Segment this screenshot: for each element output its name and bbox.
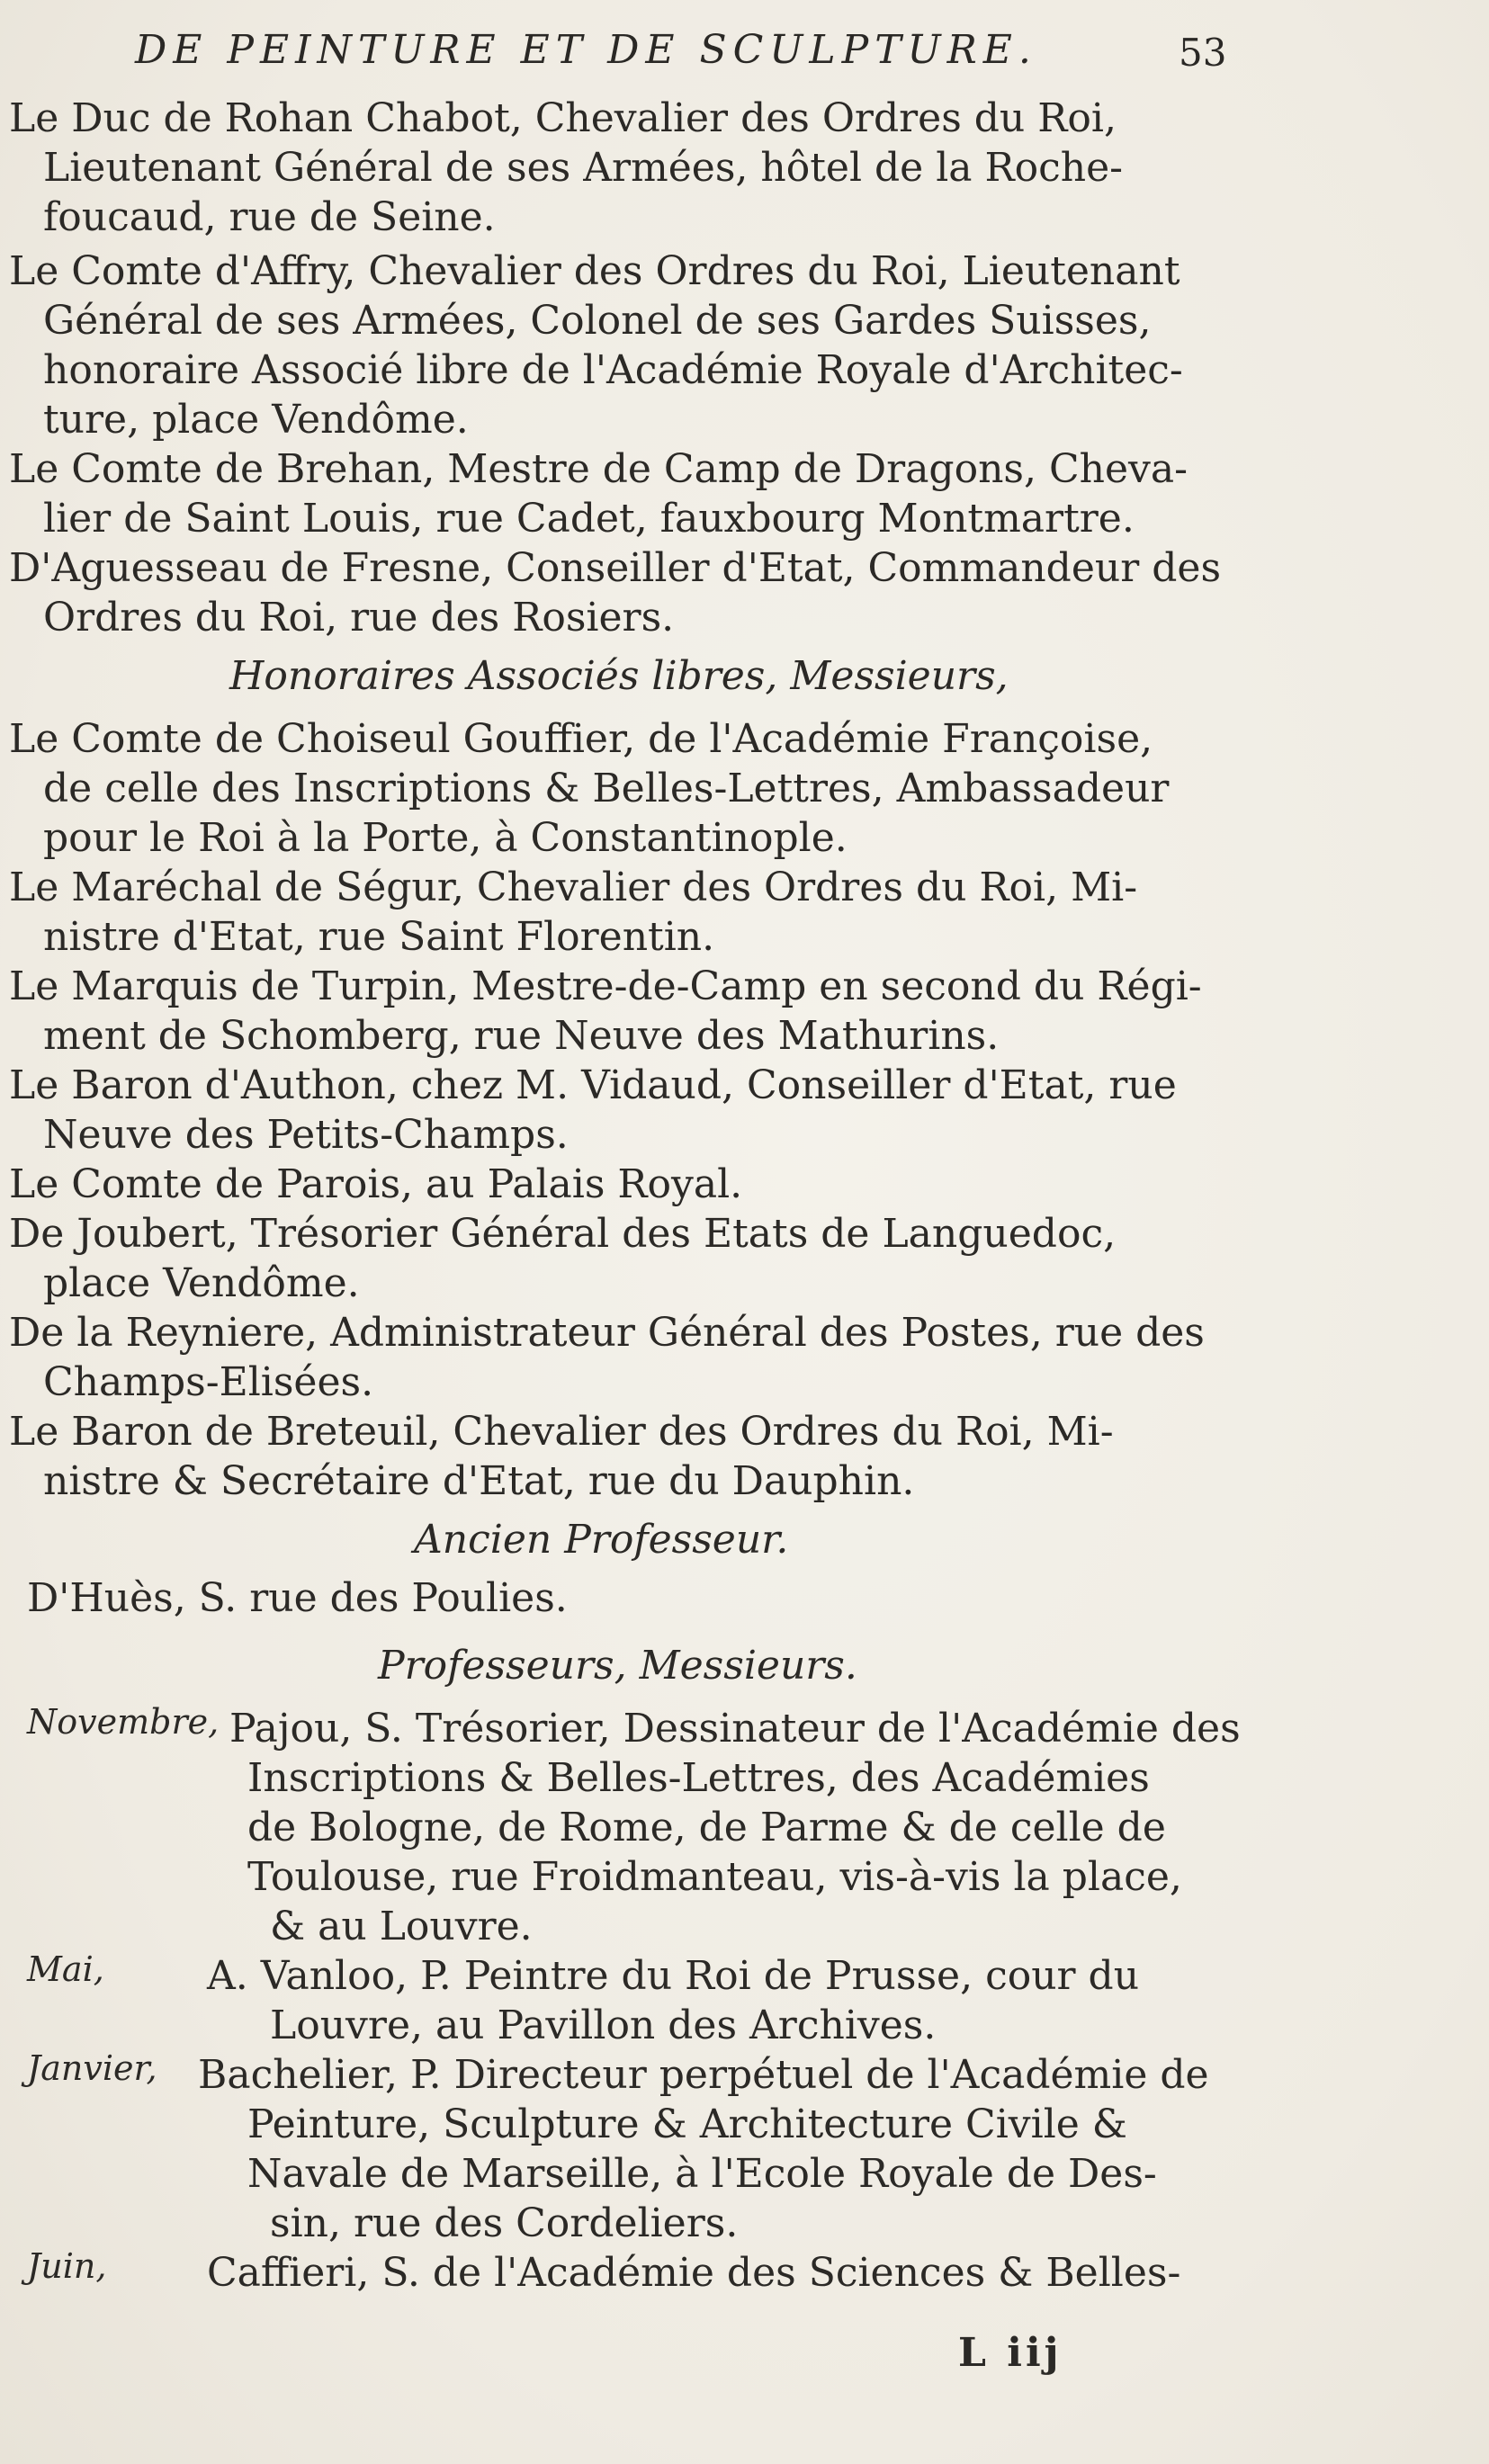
text-line: Inscriptions & Belles-Lettres, des Académies (247, 1755, 1150, 1801)
text-line: Le Maréchal de Ségur, Chevalier des Ordres du Roi, Mi- (9, 865, 1138, 910)
text-line: ment de Schomberg, rue Neuve des Mathurins. (43, 1013, 1000, 1059)
text-line: Ordres du Roi, rue des Rosiers. (43, 595, 675, 641)
text-line: Bachelier, P. Directeur perpétuel de l'Académie de (198, 2052, 1209, 2098)
text-line: Toulouse, rue Froidmanteau, vis-à-vis la place, (247, 1854, 1182, 1900)
text-line: Le Comte de Choiseul Gouffier, de l'Académie Françoise, (9, 716, 1153, 762)
section-heading-professeurs: Professeurs, Messieurs. (378, 1643, 857, 1689)
section-heading-ancien-professeur: Ancien Professeur. (414, 1517, 789, 1563)
text-line: lier de Saint Louis, rue Cadet, fauxbourg Montmartre. (43, 496, 1135, 542)
signature-mark: L iij (958, 2330, 1063, 2376)
margin-date: Janvier, (27, 2048, 157, 2088)
text-line: A. Vanloo, P. Peintre du Roi de Prusse, cour du (207, 1953, 1140, 1999)
text-line: nistre & Secrétaire d'Etat, rue du Dauphin. (43, 1458, 915, 1504)
text-line: De Joubert, Trésorier Général des Etats de Languedoc, (9, 1211, 1117, 1257)
text-line: Neuve des Petits-Champs. (43, 1112, 569, 1158)
text-line: Champs-Elisées. (43, 1359, 374, 1405)
text-line: nistre d'Etat, rue Saint Florentin. (43, 914, 715, 960)
text-line: Le Baron d'Authon, chez M. Vidaud, Conseiller d'Etat, rue (9, 1062, 1177, 1108)
margin-date: Mai, (27, 1949, 104, 1989)
text-line: pour le Roi à la Porte, à Constantinople. (43, 815, 848, 861)
text-line: Caffieri, S. de l'Académie des Sciences & Belles- (207, 2250, 1181, 2296)
text-line: Le Duc de Rohan Chabot, Chevalier des Ordres du Roi, (9, 95, 1117, 141)
text-line: Le Comte d'Affry, Chevalier des Ordres du Roi, Lieutenant (9, 248, 1180, 294)
text-line: place Vendôme. (43, 1260, 360, 1306)
text-line: Pajou, S. Trésorier, Dessinateur de l'Académie des (229, 1706, 1241, 1752)
text-line: Le Marquis de Turpin, Mestre-de-Camp en second du Régi- (9, 963, 1202, 1009)
text-line: foucaud, rue de Seine. (43, 194, 496, 240)
running-head: DE PEINTURE ET DE SCULPTURE. (135, 27, 1037, 73)
margin-date: Novembre, (27, 1702, 220, 1742)
text-line: de Bologne, de Rome, de Parme & de celle de (247, 1805, 1166, 1850)
text-line: honoraire Associé libre de l'Académie Royale d'Architec- (43, 347, 1183, 393)
text-line: sin, rue des Cordeliers. (270, 2200, 739, 2246)
text-line: ture, place Vendôme. (43, 397, 469, 443)
text-line: Le Comte de Parois, au Palais Royal. (9, 1161, 743, 1207)
text-line: Louvre, au Pavillon des Archives. (270, 2003, 937, 2048)
text-line: Le Comte de Brehan, Mestre de Camp de Dragons, Cheva- (9, 446, 1188, 492)
text-line: Général de ses Armées, Colonel de ses Gardes Suisses, (43, 298, 1152, 344)
text-line: Peinture, Sculpture & Architecture Civile & (247, 2101, 1127, 2147)
text-line: & au Louvre. (270, 1904, 533, 1949)
text-line: De la Reyniere, Administrateur Général des Postes, rue des (9, 1310, 1205, 1356)
text-line: D'Aguesseau de Fresne, Conseiller d'Etat, Commandeur des (9, 545, 1222, 591)
margin-date: Juin, (27, 2246, 107, 2286)
section-heading-associes-libres: Honoraires Associés libres, Messieurs, (229, 653, 1009, 699)
text-line: Navale de Marseille, à l'Ecole Royale de Des- (247, 2151, 1157, 2197)
text-line: Lieutenant Général de ses Armées, hôtel de la Roche- (43, 145, 1123, 191)
text-line: Le Baron de Breteuil, Chevalier des Ordres du Roi, Mi- (9, 1409, 1114, 1455)
page-number: 53 (1179, 31, 1227, 75)
text-line: D'Huès, S. rue des Poulies. (27, 1575, 568, 1621)
text-line: de celle des Inscriptions & Belles-Lettres, Ambassadeur (43, 766, 1170, 811)
